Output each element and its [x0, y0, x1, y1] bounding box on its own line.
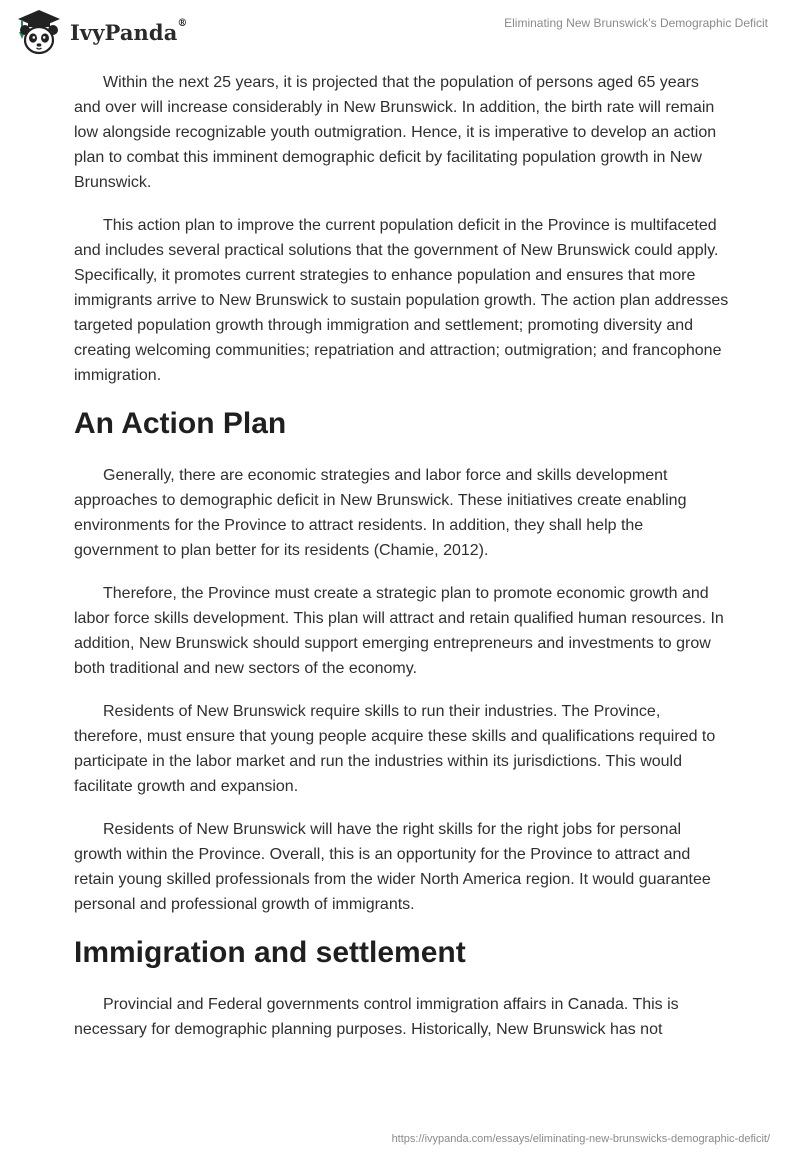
- page-header: [0, 0, 800, 64]
- source-url[interactable]: https://ivypanda.com/essays/eliminating-new-brunswicks-demographic-deficit/: [391, 1133, 770, 1145]
- paragraph: Provincial and Federal governments control immigration affairs in Canada. This is necessary for demographic planning purposes. Historically, New Brunswick has not: [74, 996, 679, 1038]
- section-heading: An Action Plan: [74, 407, 287, 440]
- brand-name: IvyPanda®: [70, 17, 188, 45]
- paragraph: Residents of New Brunswick will have the right skills for the right jobs for personal growth within the Province. Overall, this is an opportunity for the Province to attract and retain young skilled professionals from the wider North America region. It would guarantee personal and professional growth of immigrants.: [74, 821, 711, 913]
- document-title: Eliminating New Brunswick’s Demographic Deficit: [504, 16, 768, 30]
- panda-graduate-icon: [14, 8, 64, 56]
- paragraph: Within the next 25 years, it is projected that the population of persons aged 65 years and over will increase considerably in New Brunswick. In addition, the birth rate will remain low alongside recognizable youth outmigration. Hence, it is imperative to develop an action plan to combat this imminent demographic deficit by facilitating population growth in New Brunswick.: [74, 74, 717, 191]
- section-heading: Immigration and settlement: [74, 936, 466, 969]
- paragraph: Generally, there are economic strategies and labor force and skills development approaches to demographic deficit in New Brunswick. These initiatives create enabling environments for the Province to attract residents. In addition, they shall help the government to plan better for its residents (Chamie, 2012).: [74, 467, 687, 559]
- paragraph: Residents of New Brunswick require skills to run their industries. The Province, therefore, must ensure that young people acquire these skills and qualifications required to participate in the labor market and run the industries within its jurisdictions. This would facilitate growth and expansion.: [74, 703, 716, 795]
- paragraph: Therefore, the Province must create a strategic plan to promote economic growth and labor force skills development. This plan will attract and retain qualified human resources. In addition, New Brunswick should support emerging entrepreneurs and investments to grow both traditional and new sectors of the economy.: [74, 585, 724, 677]
- essay-body: [74, 70, 730, 1060]
- paragraph: This action plan to improve the current population deficit in the Province is multifaceted and includes several practical solutions that the government of New Brunswick could apply. Specifically, it promotes current strategies to enhance population and ensures that more immigrants arrive to New Brunswick to sustain population growth. The action plan addresses targeted population growth through immigration and settlement; promoting diversity and creating welcoming communities; repatriation and attraction; outmigration; and francophone immigration.: [74, 217, 729, 384]
- brand-logo[interactable]: [14, 8, 188, 56]
